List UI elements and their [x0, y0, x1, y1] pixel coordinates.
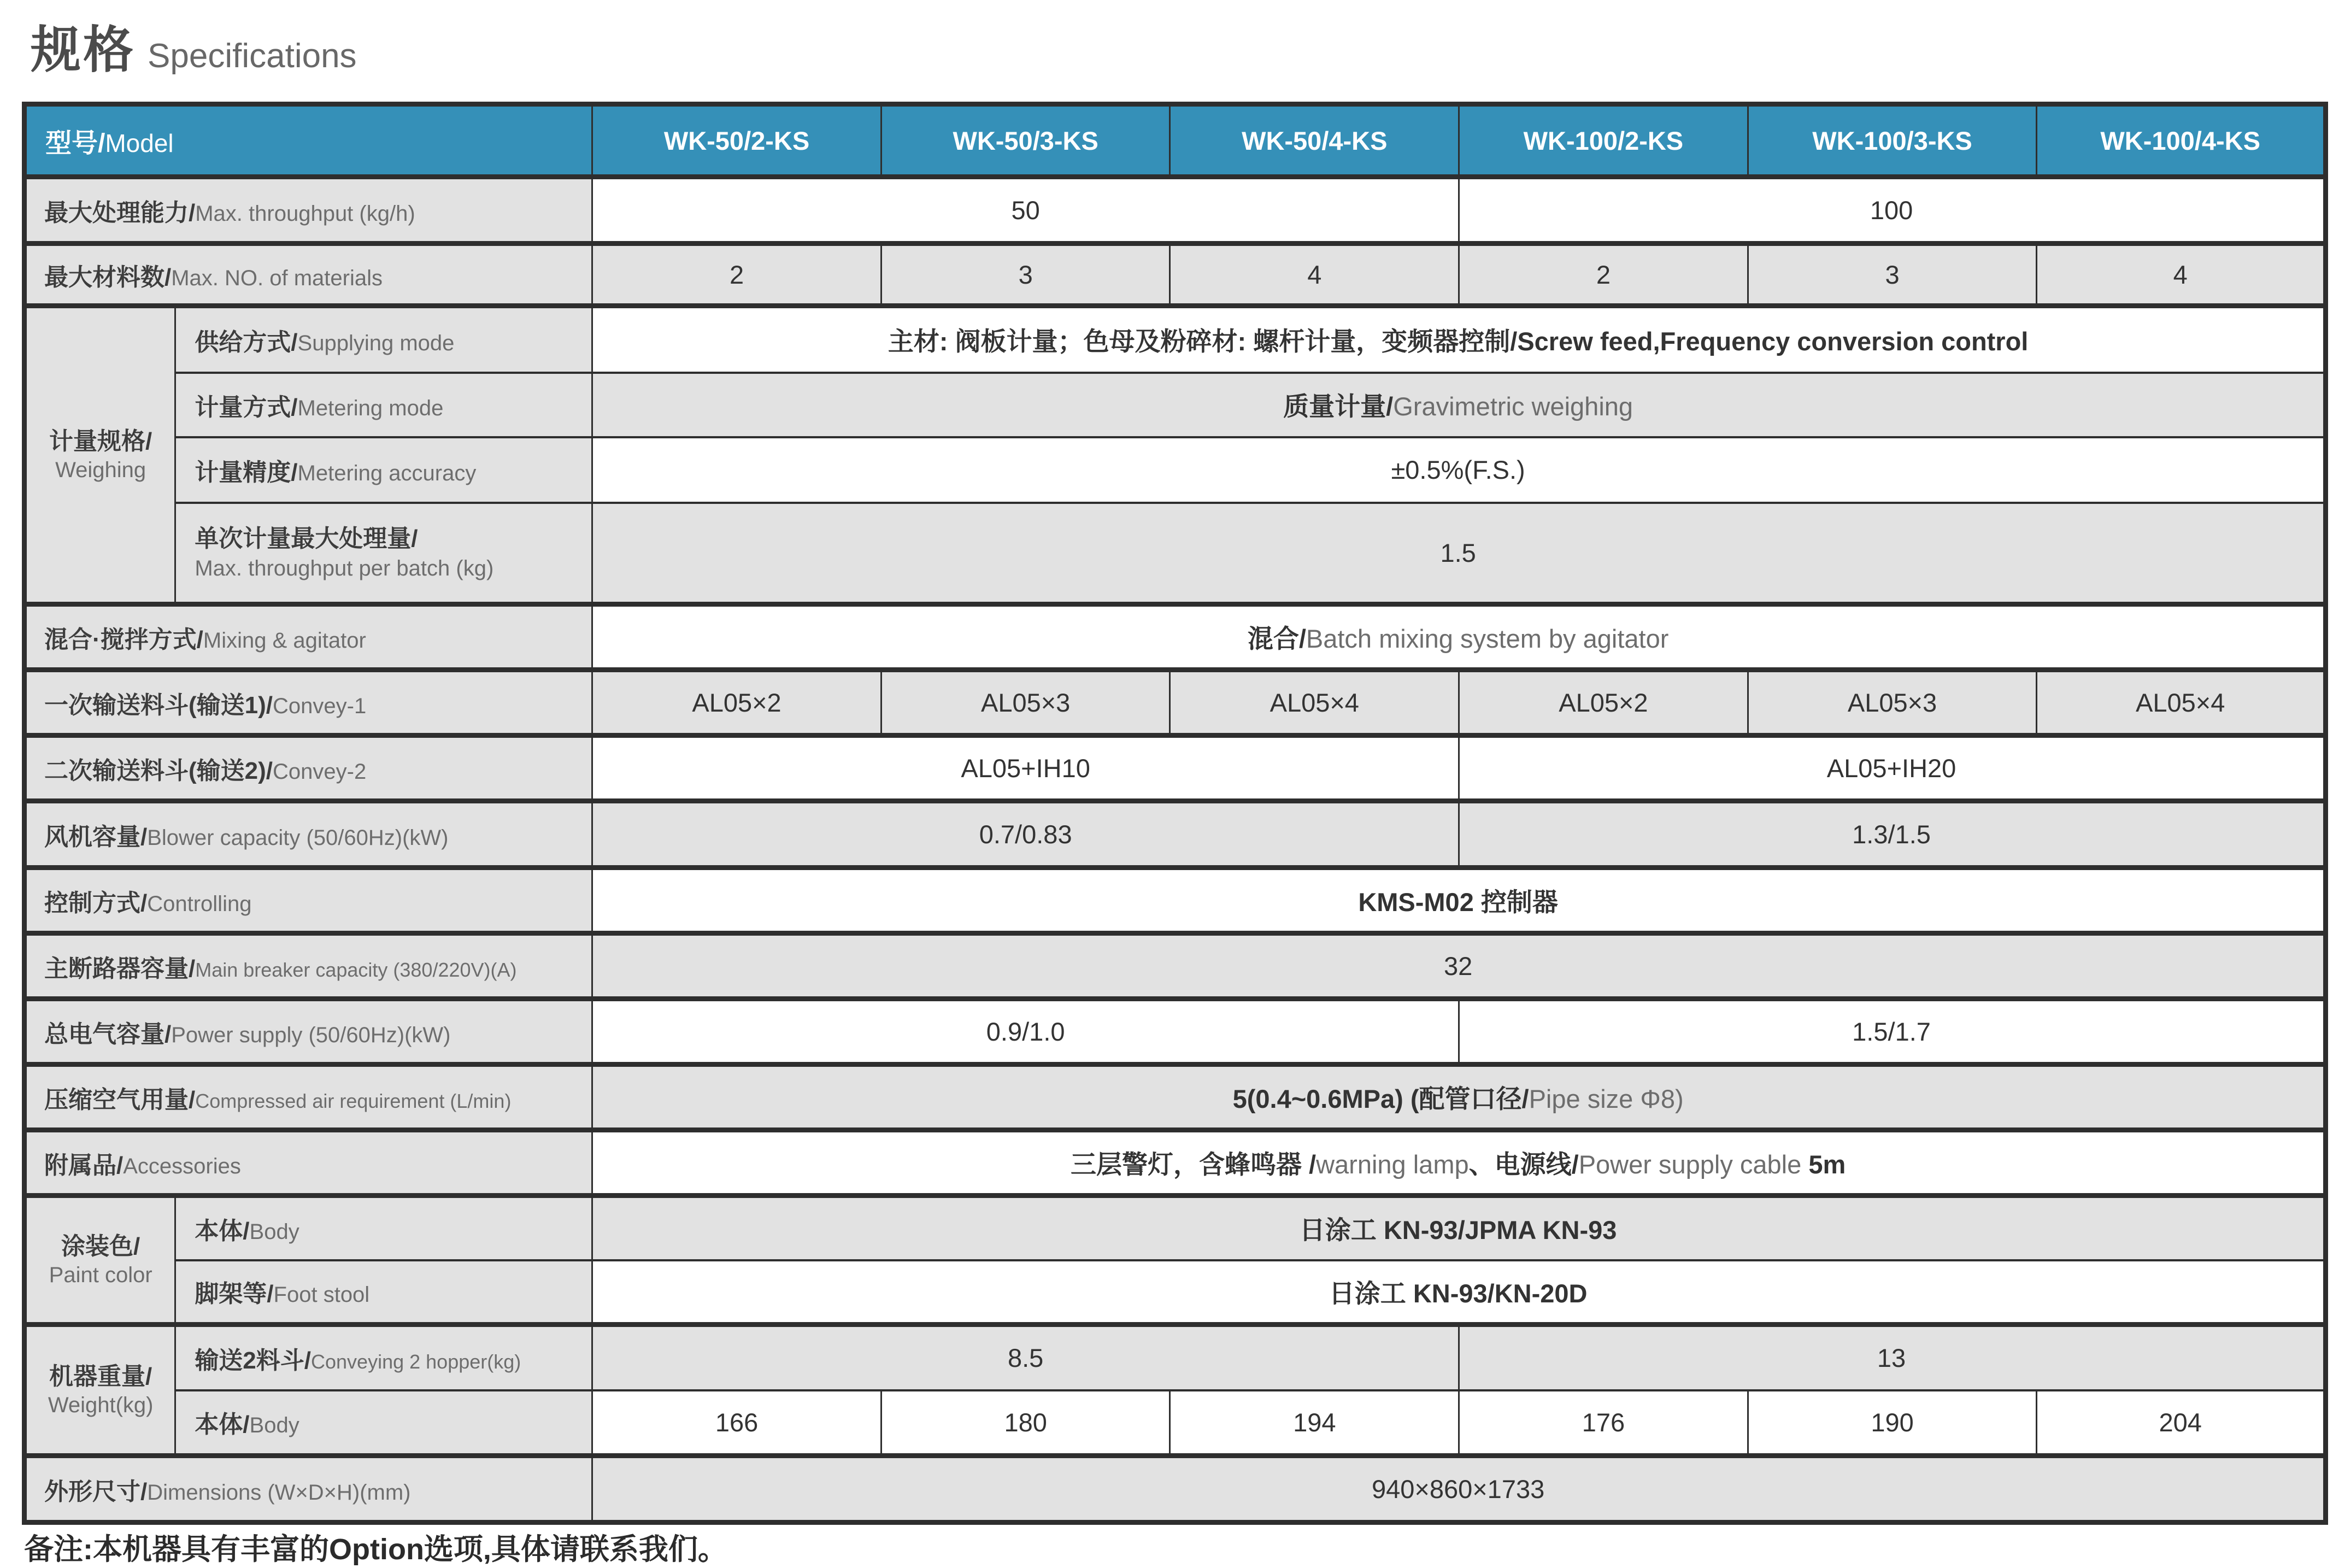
value-convey1-4: AL05×2 — [1459, 670, 1748, 736]
value-main-breaker: 32 — [592, 933, 2326, 999]
value-convey1-6: AL05×4 — [2037, 670, 2326, 736]
table-header-row — [25, 104, 2326, 177]
row-batch-throughput — [25, 503, 2326, 604]
row-label-supplying-mode: 供给方式/Supplying mode — [175, 306, 592, 373]
value-accessories: 三层警灯，含蜂鸣器 /warning lamp、电源线/Power supply cable 5m — [592, 1130, 2326, 1196]
value-weight-hopper-100: 13 — [1459, 1325, 2326, 1390]
value-weight-body-5: 190 — [1748, 1390, 2037, 1456]
value-weight-body-3: 194 — [1170, 1390, 1459, 1456]
value-supplying-mode: 主材: 阀板计量；色母及粉碎材: 螺杆计量，变频器控制/Screw feed,Frequency conversion control — [592, 306, 2326, 373]
row-power-supply — [25, 999, 2326, 1065]
value-convey1-1: AL05×2 — [592, 670, 882, 736]
value-weight-body-6: 204 — [2037, 1390, 2326, 1456]
row-blower-capacity — [25, 801, 2326, 868]
row-supplying-mode — [25, 306, 2326, 373]
value-controlling: KMS-M02 控制器 — [592, 868, 2326, 933]
value-materials-2: 3 — [881, 244, 1170, 306]
row-label-max-throughput: 最大处理能力/Max. throughput (kg/h) — [25, 177, 592, 244]
value-convey1-3: AL05×4 — [1170, 670, 1459, 736]
value-power-100: 1.5/1.7 — [1459, 999, 2326, 1065]
row-label-compressed-air: 压缩空气用量/Compressed air requirement (L/min) — [25, 1065, 592, 1130]
value-paint-foot-stool: 日涂工 KN-93/KN-20D — [592, 1260, 2326, 1325]
row-label-main-breaker: 主断路器容量/Main breaker capacity (380/220V)(A) — [25, 933, 592, 999]
header-model-wk100-4: WK-100/4-KS — [2037, 104, 2326, 177]
row-paint-foot-stool — [25, 1260, 2326, 1325]
row-label-controlling: 控制方式/Controlling — [25, 868, 592, 933]
value-materials-4: 2 — [1459, 244, 1748, 306]
row-label-convey-1: 一次输送料斗(输送1)/Convey-1 — [25, 670, 592, 736]
header-label-zh: 型号/ — [45, 128, 105, 158]
row-convey-1 — [25, 670, 2326, 736]
group-label-weighing: 计量规格/ Weighing — [25, 306, 175, 604]
row-main-breaker — [25, 933, 2326, 999]
page-title-en: Specifications — [148, 37, 357, 75]
value-convey2-100: AL05+IH20 — [1459, 736, 2326, 801]
value-materials-5: 3 — [1748, 244, 2037, 306]
row-label-dimensions: 外形尺寸/Dimensions (W×D×H)(mm) — [25, 1456, 592, 1523]
row-label-mixing-agitator: 混合·搅拌方式/Mixing & agitator — [25, 604, 592, 670]
value-convey1-2: AL05×3 — [881, 670, 1170, 736]
header-label-en: Model — [105, 128, 174, 157]
row-label-weight-hopper: 输送2料斗/Conveying 2 hopper(kg) — [175, 1325, 592, 1390]
value-compressed-air: 5(0.4~0.6MPa) (配管口径/Pipe size Φ8) — [592, 1065, 2326, 1130]
row-max-throughput — [25, 177, 2326, 244]
value-materials-3: 4 — [1170, 244, 1459, 306]
row-label-batch-throughput: 单次计量最大处理量/ Max. throughput per batch (kg) — [175, 503, 592, 604]
row-paint-body — [25, 1196, 2326, 1260]
row-label-paint-foot-stool: 脚架等/Foot stool — [175, 1260, 592, 1325]
header-model-wk100-2: WK-100/2-KS — [1459, 104, 1748, 177]
row-label-paint-body: 本体/Body — [175, 1196, 592, 1260]
value-metering-mode: 质量计量/Gravimetric weighing — [592, 373, 2326, 437]
value-blower-50: 0.7/0.83 — [592, 801, 1459, 868]
row-metering-accuracy — [25, 437, 2326, 503]
header-model-wk50-2: WK-50/2-KS — [592, 104, 882, 177]
row-label-weight-body: 本体/Body — [175, 1390, 592, 1456]
header-model-label — [25, 104, 592, 177]
value-dimensions: 940×860×1733 — [592, 1456, 2326, 1523]
row-metering-mode — [25, 373, 2326, 437]
value-batch-throughput: 1.5 — [592, 503, 2326, 604]
row-label-accessories: 附属品/Accessories — [25, 1130, 592, 1196]
row-accessories — [25, 1130, 2326, 1196]
value-weight-body-4: 176 — [1459, 1390, 1748, 1456]
value-paint-body: 日涂工 KN-93/JPMA KN-93 — [592, 1196, 2326, 1260]
value-materials-6: 4 — [2037, 244, 2326, 306]
row-label-metering-accuracy: 计量精度/Metering accuracy — [175, 437, 592, 503]
row-label-metering-mode: 计量方式/Metering mode — [175, 373, 592, 437]
row-dimensions — [25, 1456, 2326, 1523]
group-label-weight: 机器重量/ Weight(kg) — [25, 1325, 175, 1456]
row-max-materials — [25, 244, 2326, 306]
value-metering-accuracy: ±0.5%(F.S.) — [592, 437, 2326, 503]
page-title-zh: 规格 — [31, 22, 136, 78]
value-convey2-50: AL05+IH10 — [592, 736, 1459, 801]
row-label-blower-capacity: 风机容量/Blower capacity (50/60Hz)(kW) — [25, 801, 592, 868]
page-title — [31, 10, 357, 82]
value-throughput-100: 100 — [1459, 177, 2326, 244]
header-model-wk50-3: WK-50/3-KS — [881, 104, 1170, 177]
row-compressed-air — [25, 1065, 2326, 1130]
footer-note: 备注:本机器具有丰富的Option选项,具体请联系我们。 — [24, 1533, 727, 1566]
value-materials-1: 2 — [592, 244, 882, 306]
specifications-table — [22, 102, 2328, 1525]
value-blower-100: 1.3/1.5 — [1459, 801, 2326, 868]
row-mixing-agitator — [25, 604, 2326, 670]
row-weight-body — [25, 1390, 2326, 1456]
value-weight-body-1: 166 — [592, 1390, 882, 1456]
value-mixing-agitator: 混合/Batch mixing system by agitator — [592, 604, 2326, 670]
row-controlling — [25, 868, 2326, 933]
row-weight-hopper — [25, 1325, 2326, 1390]
value-weight-body-2: 180 — [881, 1390, 1170, 1456]
header-model-wk50-4: WK-50/4-KS — [1170, 104, 1459, 177]
row-label-convey-2: 二次输送料斗(输送2)/Convey-2 — [25, 736, 592, 801]
value-weight-hopper-50: 8.5 — [592, 1325, 1459, 1390]
group-label-paint-color: 涂装色/ Paint color — [25, 1196, 175, 1325]
header-model-wk100-3: WK-100/3-KS — [1748, 104, 2037, 177]
value-power-50: 0.9/1.0 — [592, 999, 1459, 1065]
row-label-power-supply: 总电气容量/Power supply (50/60Hz)(kW) — [25, 999, 592, 1065]
row-convey-2 — [25, 736, 2326, 801]
value-throughput-50: 50 — [592, 177, 1459, 244]
value-convey1-5: AL05×3 — [1748, 670, 2037, 736]
row-label-max-materials: 最大材料数/Max. NO. of materials — [25, 244, 592, 306]
